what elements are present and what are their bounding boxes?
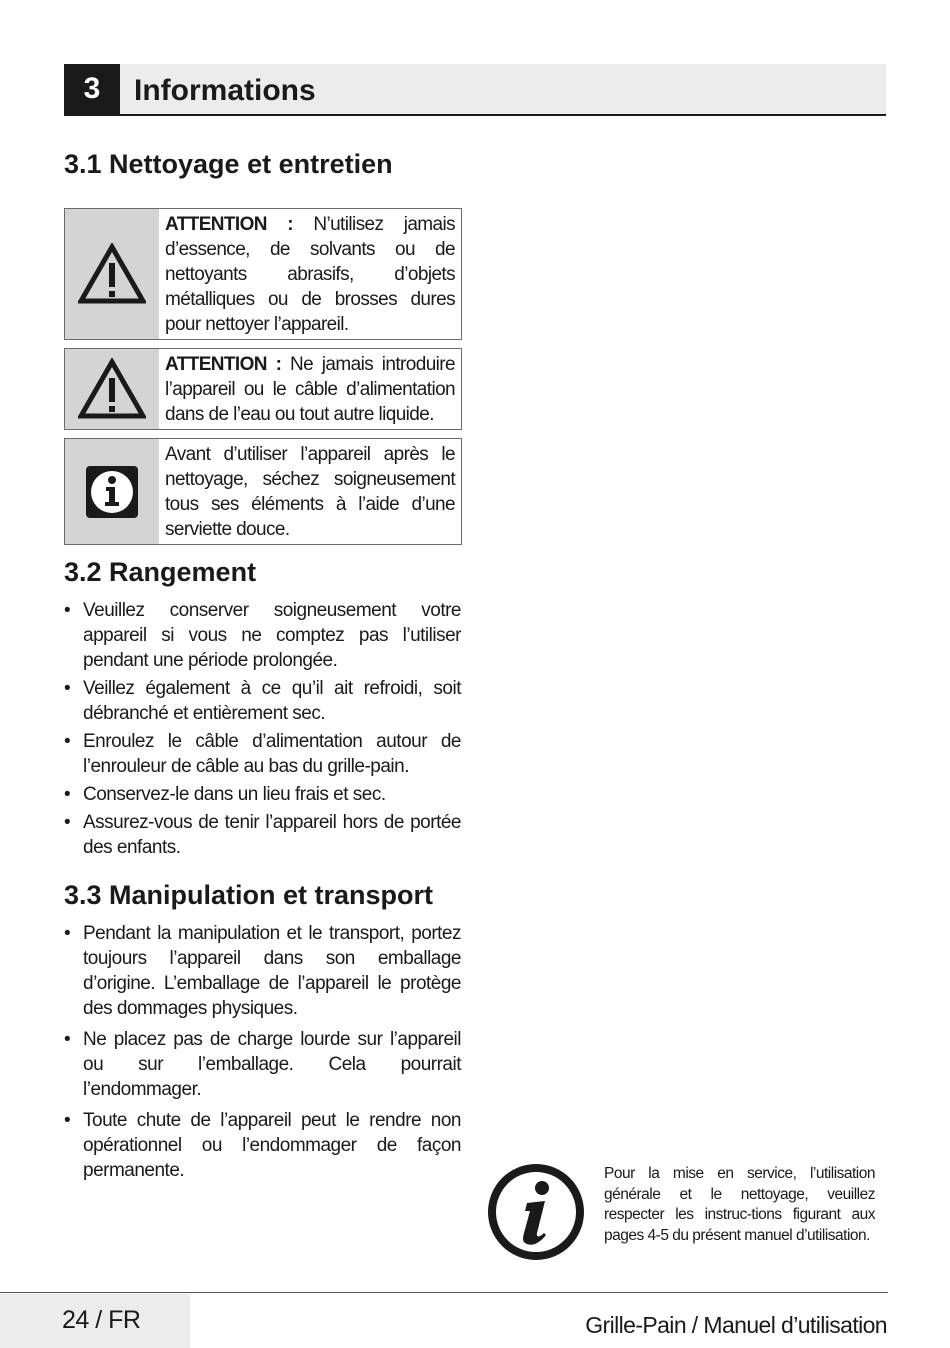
info-note-text: Pour la mise en service, l’utilisation générale et le nettoyage, veuillez respecter les instruc-tions figurant aux pages 4-5 du présent manuel d’utilisation. [604,1165,875,1244]
notice-icon-cell [65,349,159,429]
notice-body: N’utilisez jamais d’essence, de solvants ou de nettoyants abrasifs, d’objets métalliques ou de brosses dures pour nettoyer l’appareil. [165,214,455,335]
list-item: • Pendant la manipulation et le transport, portez toujours l’appareil dans son emballage d’origine. L’emballage de l’appareil le protège des dommages physiques. [64,921,461,1021]
notice-body: Ne jamais introduire l’appareil ou le câble d’alimentation dans de l’eau ou tout autre liquide. [165,354,456,425]
list-item: • Veillez également à ce qu’il ait refroidi, soit débranché et entièrement sec. [64,676,461,726]
list-item: • Veuillez conserver soigneusement votre appareil si vous ne comptez pas l’utiliser pendant une période prolongée. [64,598,461,673]
notice-text [165,352,455,427]
notice-icon-cell [65,209,159,339]
notice-label: ATTENTION : [165,354,282,375]
section-title-cleaning: 3.1 Nettoyage et entretien [64,149,393,179]
list-item: • Conservez-le dans un lieu frais et sec. [64,782,461,807]
chapter-title: Informations [134,74,316,107]
notice-warning-cleaning-products [64,208,462,340]
chapter-header [64,64,886,116]
warning-triangle-icon [78,358,146,420]
list-item: • Ne placez pas de charge lourde sur l’appareil ou sur l’emballage. Cela pourrait l’endommager. [64,1027,461,1102]
notice-text [165,212,455,337]
list-item: • Toute chute de l’appareil peut le rendre non opérationnel ou l’endommager de façon permanente. [64,1108,461,1183]
warning-triangle-icon [78,243,146,305]
page-number: 24 / FR [62,1306,141,1334]
transport-list [64,921,461,1183]
footer-divider [0,1292,888,1293]
storage-list [64,598,461,860]
notice-text: Avant d’utiliser l’appareil après le nettoyage, séchez soigneusement tous ses éléments à l’aide d’une serviette douce. [165,444,455,540]
document-title: Grille-Pain / Manuel d’utilisation [585,1312,887,1338]
notice-info-drying [64,438,462,545]
list-item: • Enroulez le câble d’alimentation autour de l’enrouleur de câble au bas du grille-pain. [64,729,461,779]
info-circle-icon [487,1163,585,1261]
notice-icon-cell [65,439,159,544]
chapter-number: 3 [64,64,120,114]
list-item: • Assurez-vous de tenir l’appareil hors de portée des enfants. [64,810,461,860]
notice-label: ATTENTION : [165,214,293,235]
section-title-storage: 3.2 Rangement [64,557,257,587]
notice-warning-water [64,348,462,430]
info-square-icon [84,464,140,520]
section-title-transport: 3.3 Manipulation et transport [64,880,434,910]
